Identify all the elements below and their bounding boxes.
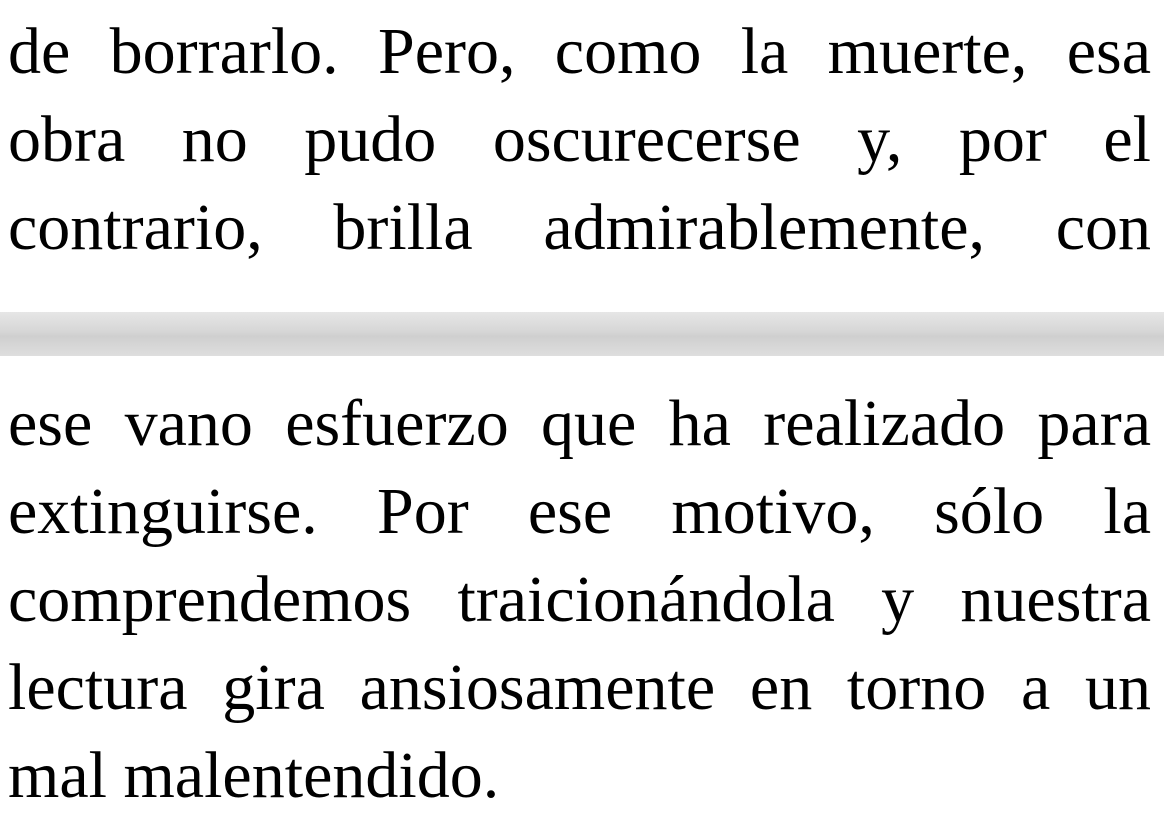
text-line: extinguirse. Por ese motivo, sólo la — [8, 475, 1151, 548]
text-line: lectura gira ansiosamente en torno a un — [8, 651, 1151, 724]
page-top — [0, 0, 1164, 308]
page-separator-bar — [0, 312, 1164, 356]
text-line: contrario, brilla admirablemente, con — [8, 191, 1151, 264]
page-bottom-text — [8, 380, 1151, 814]
text-line: comprendemos traicionándola y nuestra — [8, 563, 1151, 636]
text-line: mal malentendido. — [8, 739, 500, 812]
page-bottom — [0, 360, 1164, 814]
page-top-text — [8, 8, 1151, 272]
page-divider — [0, 308, 1164, 360]
text-line: de borrarlo. Pero, como la muerte, esa — [8, 15, 1151, 88]
text-line: obra no pudo oscurecerse y, por el — [8, 103, 1151, 176]
text-line: ese vano esfuerzo que ha realizado para — [8, 387, 1151, 460]
